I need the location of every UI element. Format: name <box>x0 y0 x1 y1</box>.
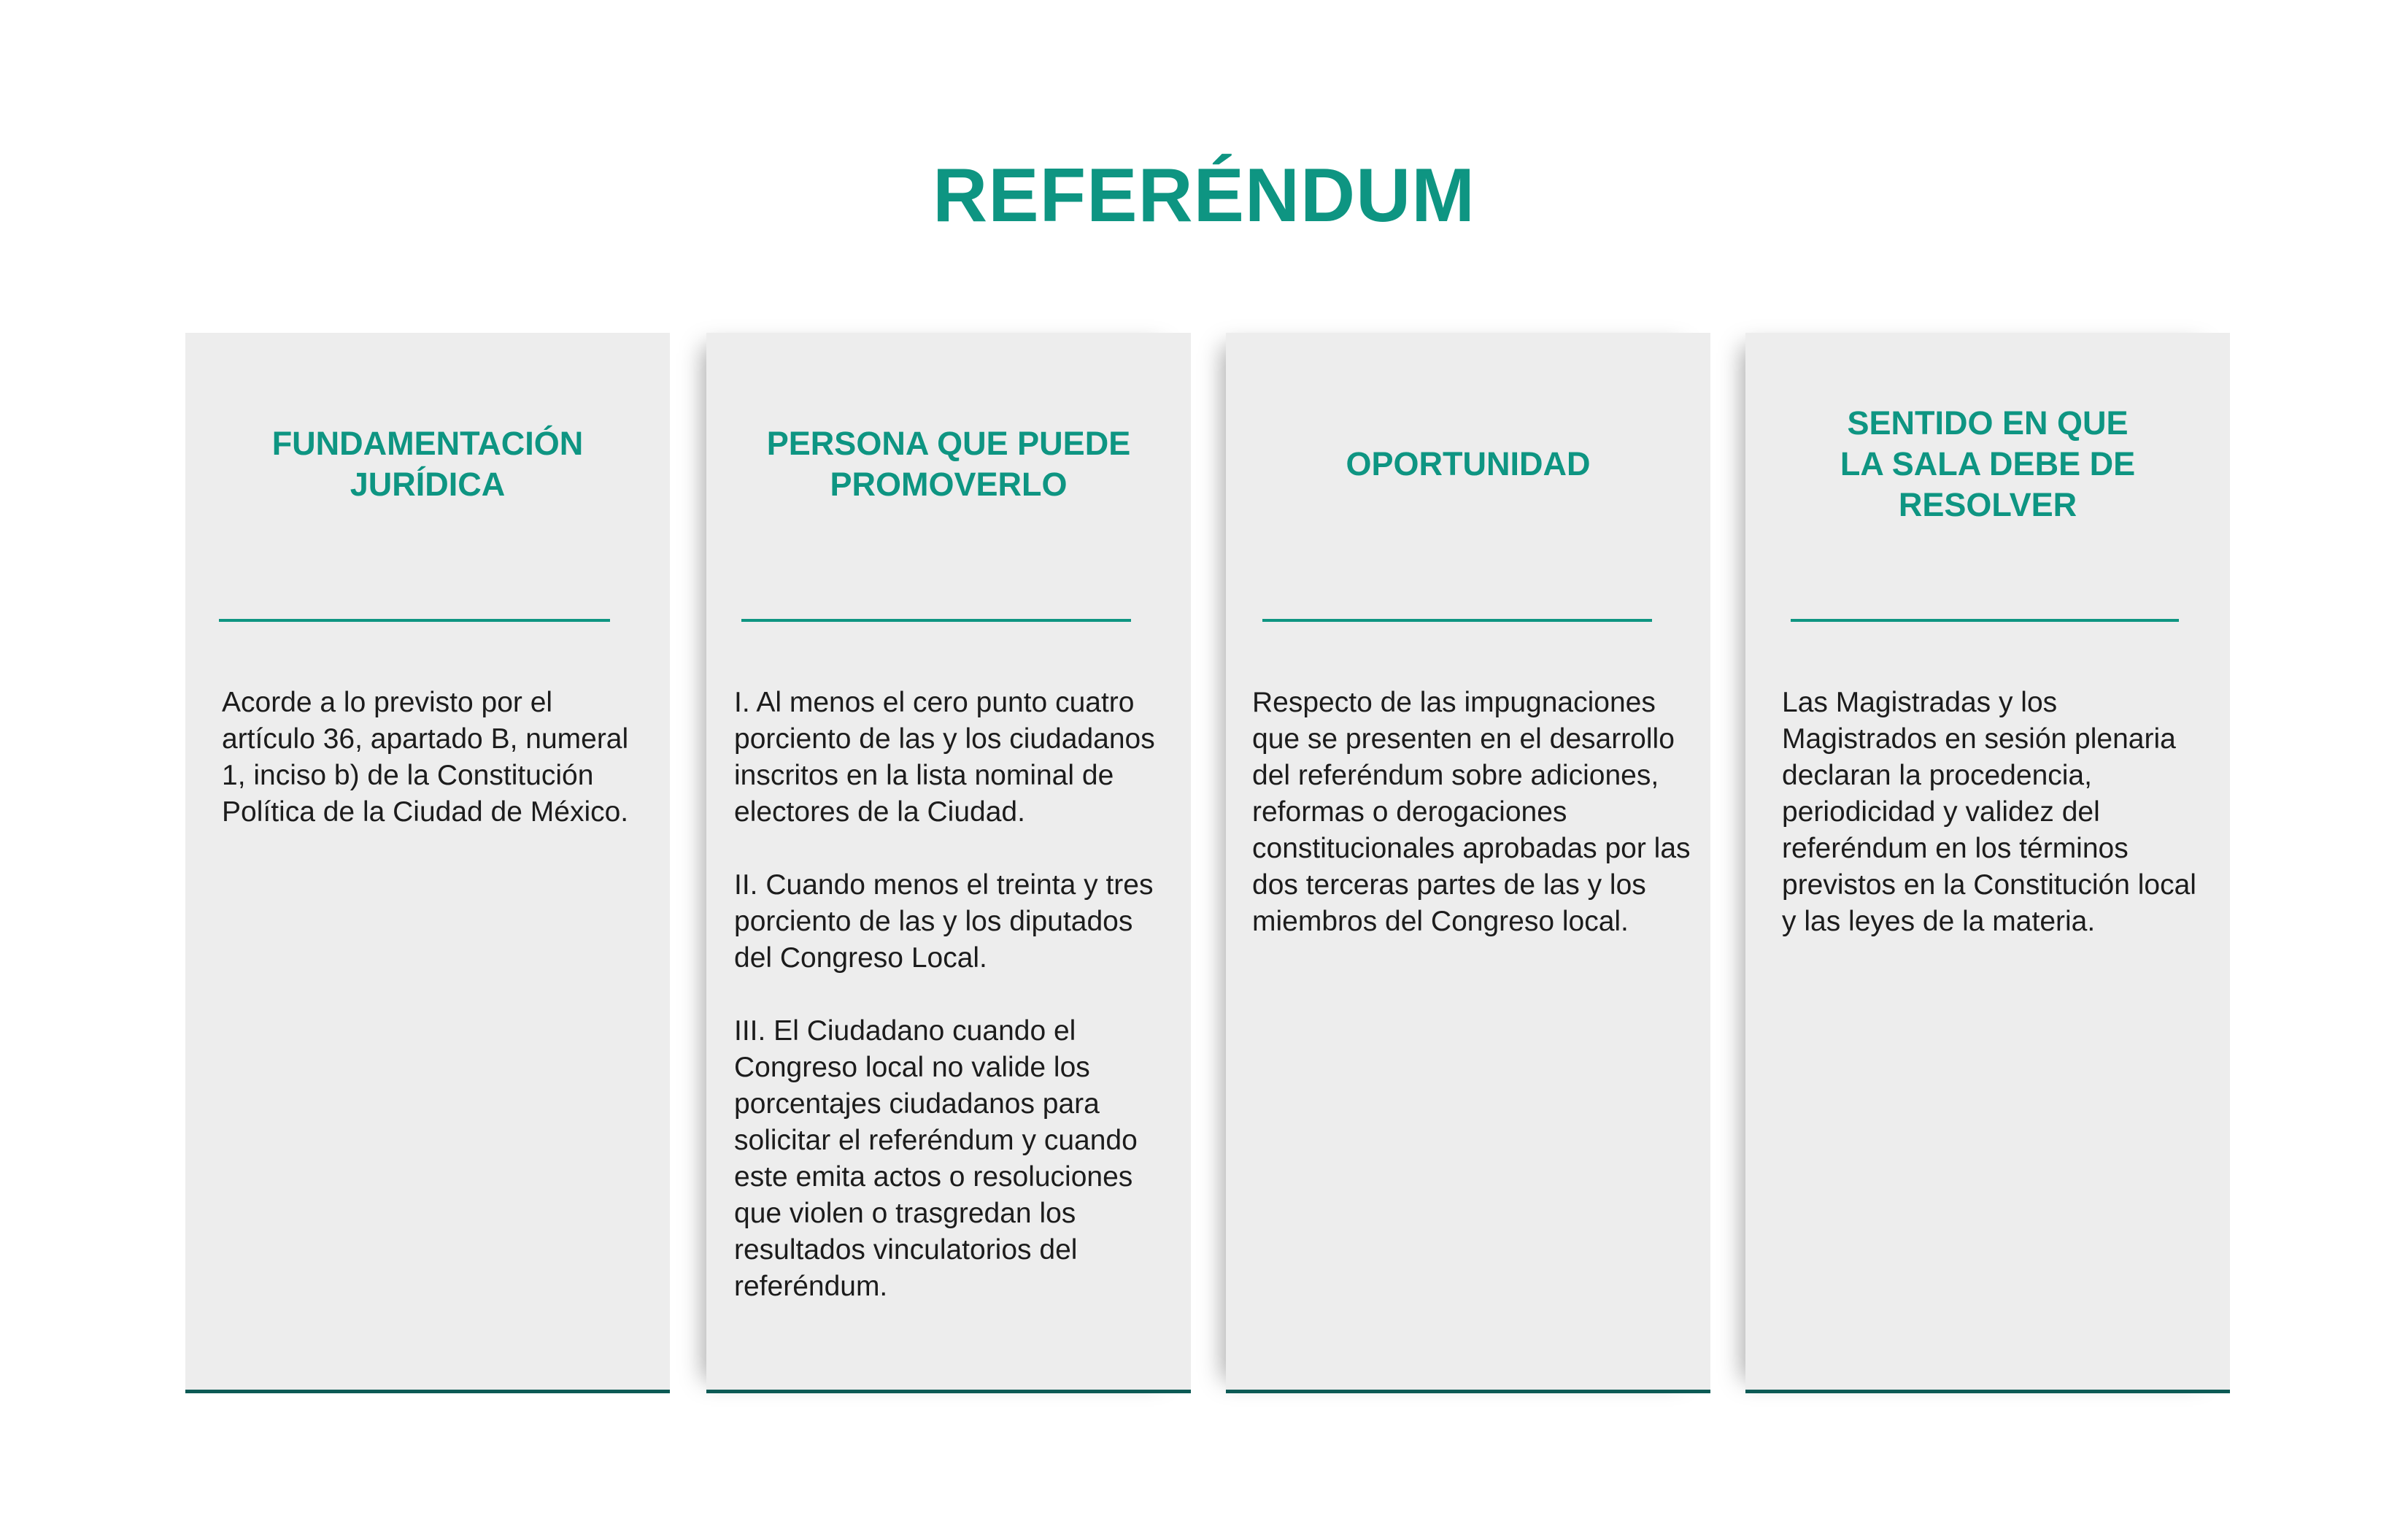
card-paragraph: Acorde a lo previsto por el artículo 36, apartado B, numeral 1, inciso b) de la Constitución Política de la Ciudad de México. <box>222 687 629 828</box>
page-title: REFERÉNDUM <box>933 153 1475 238</box>
card-divider <box>219 619 610 622</box>
card-fundamentacion <box>185 333 670 1393</box>
card-heading <box>1240 333 1696 596</box>
card-heading-line: FUNDAMENTACIÓN <box>271 425 584 462</box>
card-heading-line: LA SALA DEBE DE <box>1840 445 2136 482</box>
card-heading-line: OPORTUNIDAD <box>1346 445 1591 482</box>
card-paragraph: III. El Ciudadano cuando el Congreso local no valide los porcentajes ciudadanos para solicitar el referéndum y cuando este emita actos o resoluciones que violen o trasgredan los resultados vinculatorios del referéndum. <box>734 1015 1138 1302</box>
card-heading <box>1760 333 2215 596</box>
card-divider <box>741 619 1131 622</box>
card-paragraph: Las Magistradas y los Magistrados en sesión plenaria declaran la procedencia, periodicidad y validez del referéndum en los términos previstos en la Constitución local y las leyes de la materia. <box>1782 687 2196 937</box>
card-divider <box>1791 619 2179 622</box>
card-heading <box>200 333 655 596</box>
card-body <box>734 685 1176 1305</box>
card-heading-line: PERSONA QUE PUEDE <box>766 425 1131 462</box>
card-heading-line: SENTIDO EN QUE <box>1847 404 2129 442</box>
card-heading <box>721 333 1176 596</box>
card-body <box>1782 685 2215 940</box>
card-paragraph: II. Cuando menos el treinta y tres porciento de las y los diputados del Congreso Local. <box>734 869 1154 974</box>
card-heading-line: PROMOVERLO <box>830 466 1068 503</box>
card-oportunidad <box>1226 333 1710 1393</box>
card-paragraph: Respecto de las impugnaciones que se presenten en el desarrollo del referéndum sobre adiciones, reformas o derogaciones constitucionales aprobadas por las dos terceras partes de las y los miembros del Congreso local. <box>1252 687 1691 937</box>
card-heading-line: JURÍDICA <box>350 466 506 503</box>
card-paragraph: I. Al menos el cero punto cuatro porciento de las y los ciudadanos inscritos en la lista nominal de electores de la Ciudad. <box>734 687 1155 828</box>
card-persona <box>706 333 1191 1393</box>
card-body <box>1252 685 1693 940</box>
card-heading-line: RESOLVER <box>1898 486 2077 523</box>
card-sentido <box>1745 333 2230 1393</box>
card-body <box>222 685 648 831</box>
card-divider <box>1262 619 1652 622</box>
